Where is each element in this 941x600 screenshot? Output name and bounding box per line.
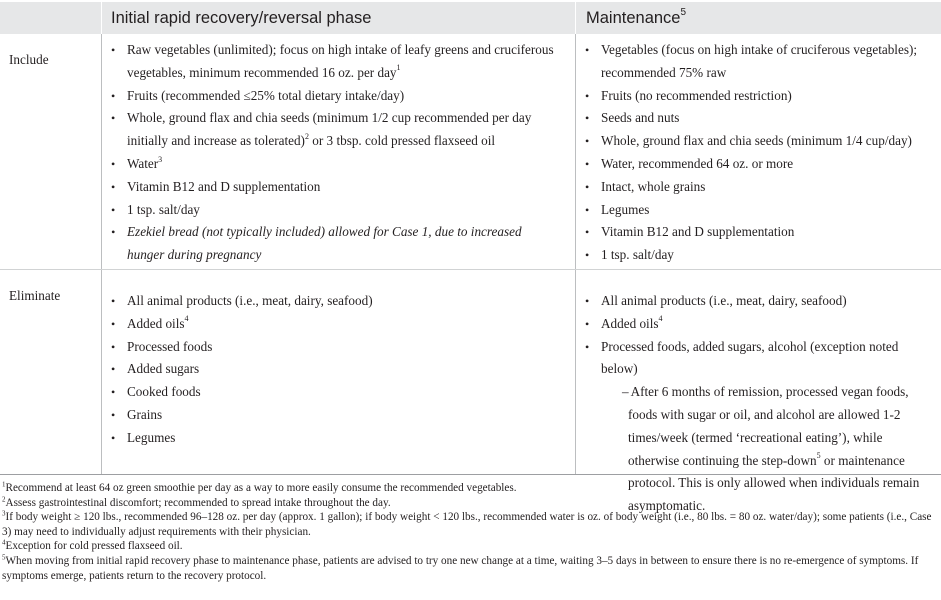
list-item: • Fruits (recommended ≤25% total dietary intake/day): [110, 85, 562, 108]
footnote-3: $^3$If body weight ≥ 120 lbs., recommended 96–128 oz. per day (approx. 1 gallon); if body weight < 120 lbs., recommended water is oz. of body weight (i.e., 80 lbs. = 80 oz. water/day); some patients (i.e., Case 3) may need to individually adjust requirements with their physician.: [2, 509, 932, 538]
row-label-include: Include: [9, 52, 49, 67]
table-footnotes: [2, 481, 937, 583]
list-item: • 1 tsp. salt/day: [110, 199, 562, 222]
header-recovery-phase: Initial rapid recovery/reversal phase: [111, 9, 372, 27]
row-divider: [0, 269, 941, 270]
list-item: • Ezekiel bread (not typically included) allowed for Case 1, due to increased hunger during pregnancy: [110, 221, 562, 267]
footnote-4: $^4$Exception for cold pressed flaxseed oil.: [2, 538, 183, 553]
list-item: • Vitamin B12 and D supplementation: [110, 176, 562, 199]
list-item: • Vegetables (focus on high intake of cruciferous vegetables); recommended 75% raw: [584, 39, 936, 85]
header-maintenance-label: Maintenance: [586, 9, 681, 27]
row-label-eliminate: Eliminate: [9, 288, 61, 303]
list-item: • 1 tsp. salt/day: [584, 244, 936, 267]
list-item: • Raw vegetables (unlimited); focus on high intake of leafy greens and cruciferous vegetables, minimum recommended 16 oz. per day$^1$: [110, 39, 562, 85]
list-item: • Grains: [110, 404, 562, 427]
header-divider-2: [575, 2, 576, 34]
list-item: • Added sugars: [110, 358, 562, 381]
list-item: • Water, recommended 64 oz. or more: [584, 153, 936, 176]
header-divider-1: [101, 2, 102, 34]
list-item: • Legumes: [110, 427, 562, 450]
list-item: • Added oils$^4$: [584, 313, 936, 336]
list-item: • Cooked foods: [110, 381, 562, 404]
list-subitem: – After 6 months of remission, processed vegan foods, foods with sugar or oil, and alcohol are allowed 1-2 times/week (termed ‘recreational eating’), while otherwise continuing the step-down$^5$ or maintenance protocol. This is only allowed when individuals remain asymptomatic.: [622, 384, 920, 514]
include-maintenance-list: [584, 39, 936, 267]
footnote-5: $^5$When moving from initial rapid recovery phase to maintenance phase, patients are advised to try one new change at a time, waiting 3–5 days in between to ensure there is no re-emergence of symptoms. If symptoms emerge, patients return to the recovery protocol.: [2, 553, 919, 582]
footnote-1: $^1$Recommend at least 64 oz green smoothie per day as a way to more easily consume the recommended vegetables.: [2, 480, 517, 494]
list-item: • Processed foods: [110, 336, 562, 359]
list-item: • Whole, ground flax and chia seeds (minimum 1/4 cup/day): [584, 130, 936, 153]
list-item: • Seeds and nuts: [584, 107, 936, 130]
header-maintenance: [586, 2, 686, 34]
list-item: • All animal products (i.e., meat, dairy, seafood): [110, 290, 562, 313]
list-item: • Added oils$^4$: [110, 313, 562, 336]
list-item: • All animal products (i.e., meat, dairy, seafood): [584, 290, 936, 313]
column-divider-1: [101, 34, 102, 475]
include-recovery-list: [110, 39, 562, 267]
footnote-2: $^2$Assess gastrointestinal discomfort; recommended to spread intake throughout the day.: [2, 494, 391, 509]
list-item: • Legumes: [584, 199, 936, 222]
list-item: • Vitamin B12 and D supplementation: [584, 221, 936, 244]
list-item: • Intact, whole grains: [584, 176, 936, 199]
list-item: • Whole, ground flax and chia seeds (minimum 1/2 cup recommended per day initially and increase as tolerated)$^2$ or 3 tbsp. cold pressed flaxseed oil: [110, 107, 562, 153]
list-item: • Processed foods, added sugars, alcohol (exception noted below): [584, 336, 936, 382]
header-maintenance-footnote: 5: [680, 6, 687, 18]
eliminate-recovery-list: [110, 290, 562, 450]
column-divider-2: [575, 34, 576, 475]
list-item: • Fruits (no recommended restriction): [584, 85, 936, 108]
table-header-row: [0, 2, 941, 34]
list-item: • Water$^3$: [110, 153, 562, 176]
